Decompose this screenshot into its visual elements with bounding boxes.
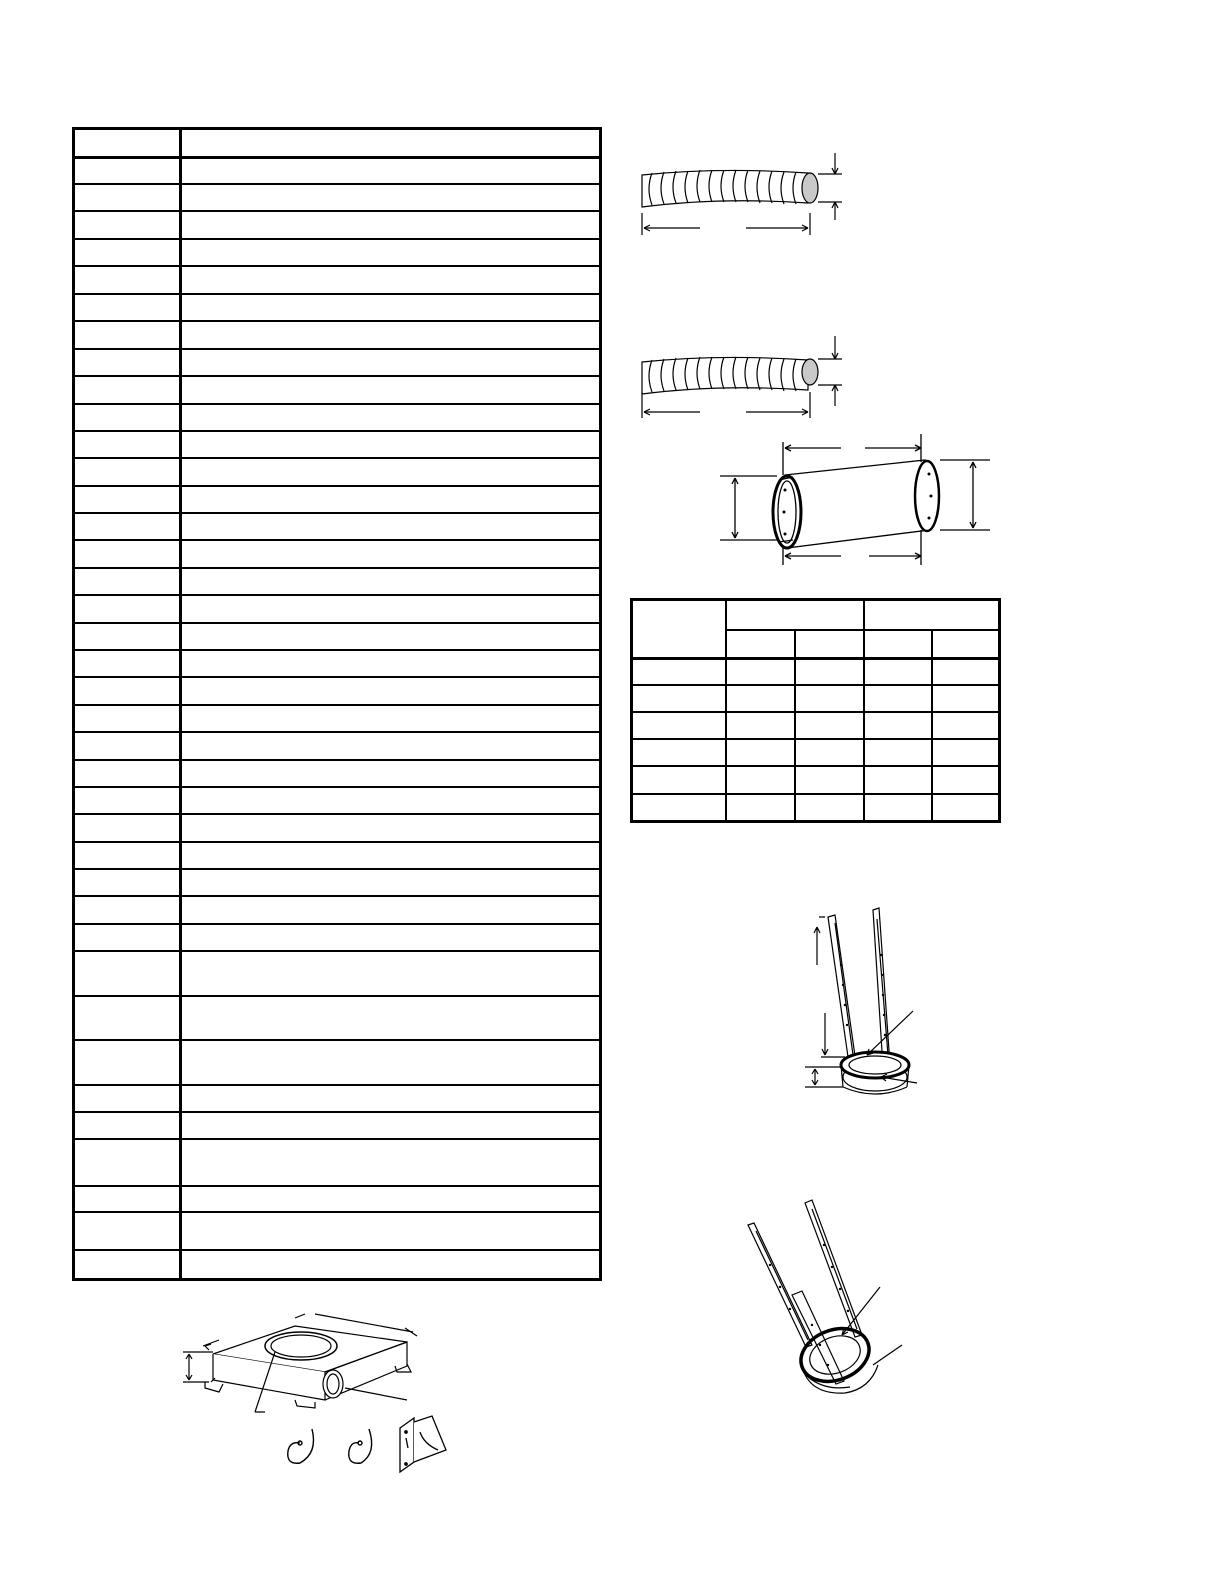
table-row xyxy=(75,1138,599,1140)
table-row xyxy=(75,1185,599,1187)
table-row xyxy=(75,895,599,897)
table-row xyxy=(75,995,599,997)
flexible-duct-lower xyxy=(630,332,850,427)
table-row xyxy=(75,485,599,487)
table-row xyxy=(75,813,599,815)
table-row xyxy=(75,210,599,212)
table-row xyxy=(75,265,599,267)
table-row xyxy=(75,1249,599,1251)
table-row xyxy=(75,320,599,322)
table-row xyxy=(75,430,599,432)
table-row xyxy=(75,622,599,624)
table-row xyxy=(75,375,599,377)
spring-clip xyxy=(343,1425,383,1467)
table-row xyxy=(633,711,998,713)
table-row xyxy=(633,793,998,795)
wall-cap xyxy=(394,1412,450,1474)
table-row xyxy=(75,1211,599,1213)
table-row xyxy=(75,759,599,761)
header-divider xyxy=(633,657,998,660)
table-row xyxy=(75,594,599,596)
table-row xyxy=(75,183,599,185)
spring-clip xyxy=(282,1425,322,1467)
table-row xyxy=(633,684,998,686)
table-row xyxy=(633,738,998,740)
collar-with-straps xyxy=(795,905,925,1105)
table-row xyxy=(75,512,599,514)
plenum-box xyxy=(175,1308,430,1418)
table-row xyxy=(75,950,599,952)
table-row xyxy=(75,1111,599,1113)
table-row xyxy=(75,704,599,706)
table-row xyxy=(75,567,599,569)
table-row xyxy=(75,731,599,733)
flexible-duct-upper xyxy=(630,145,850,240)
elbow-collar-with-straps xyxy=(740,1195,920,1405)
table-row xyxy=(75,403,599,405)
table-row xyxy=(75,293,599,295)
table-row xyxy=(75,1039,599,1041)
table-row xyxy=(75,348,599,350)
table-row xyxy=(75,649,599,651)
table-row xyxy=(75,457,599,459)
table-row xyxy=(75,786,599,788)
table-row xyxy=(75,841,599,843)
table-row xyxy=(75,868,599,870)
dimension-table xyxy=(630,598,1001,823)
straight-collar-duct xyxy=(715,430,995,570)
table-row xyxy=(75,539,599,541)
table-row xyxy=(75,1084,599,1086)
table-row xyxy=(633,765,998,767)
parts-table xyxy=(72,127,602,1281)
table-row xyxy=(75,238,599,240)
group-header-divider xyxy=(725,629,998,631)
table-row xyxy=(75,676,599,678)
table-row xyxy=(75,923,599,925)
header-divider xyxy=(75,156,599,159)
